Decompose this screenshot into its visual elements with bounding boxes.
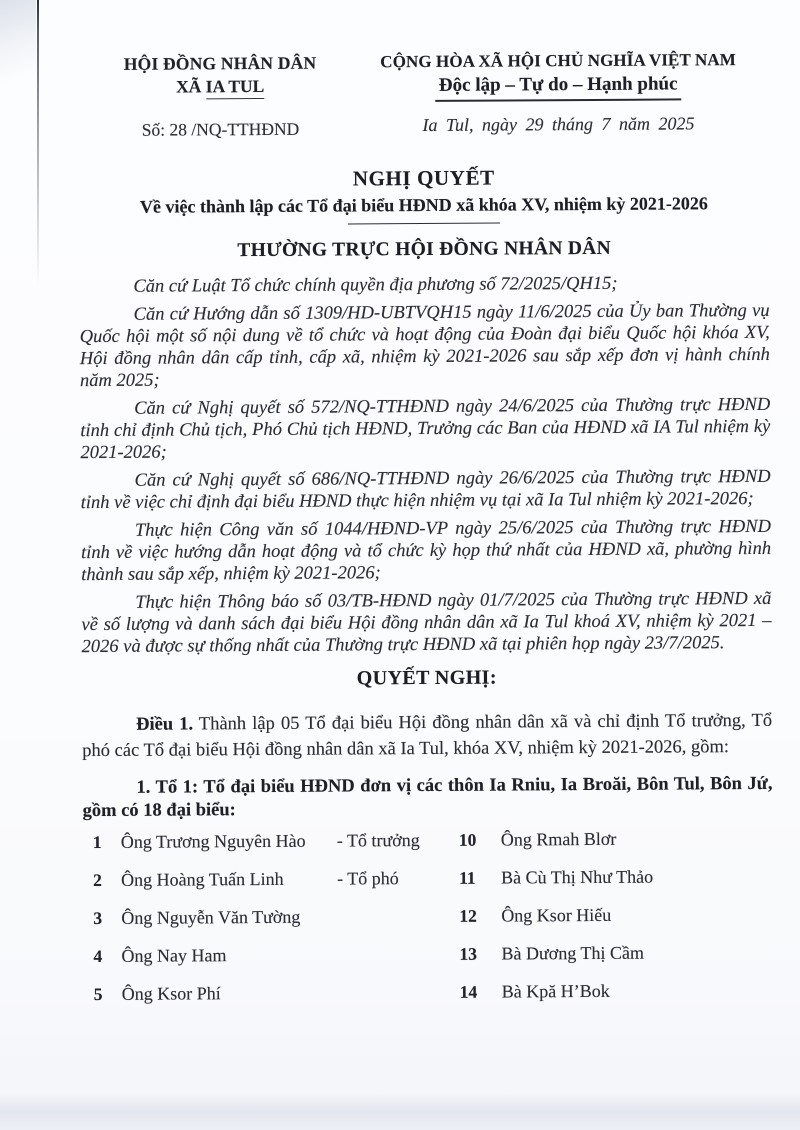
delegate-name: Ông Hoàng Tuấn Linh [120, 868, 284, 890]
national-motto-block [348, 50, 769, 137]
delegate-number: 14 [459, 981, 478, 1002]
delegate-number: 5 [93, 983, 103, 1005]
document-title: NGHỊ QUYẾT [352, 165, 495, 191]
document-title-block [79, 164, 769, 226]
issuing-authority-line2 [100, 76, 340, 98]
authority-heading: THƯỜNG TRỰC HỘI ĐỒNG NHÂN DÂN [237, 237, 612, 262]
delegate-role: - Tổ trưởng [336, 830, 420, 851]
title-divider-rule [348, 223, 500, 225]
preamble-clause: Căn cứ Hướng dẫn số 1309/HD-UBTVQH15 ngày 11/6/2025 của Ủy ban Thường vụ Quốc hội một số nội dung về tổ chức và hoạt động của Đoàn đại biểu Quốc hội khóa XV, Hội đồng nhân dân cấp tỉnh, cấp xã, nhiệm kỳ 2021-2026 sau sắp xếp đơn vị hành chính năm 2025; [79, 300, 770, 392]
document-number: Số: 28 /NQ-TTHĐND [141, 118, 300, 140]
delegate-number: 13 [459, 943, 478, 964]
delegate-name: Bà Cù Thị Như Thảo [500, 866, 654, 888]
delegate-name: Ông Nguyễn Văn Tường [121, 906, 301, 928]
document-content [78, 50, 774, 1020]
roster-row [83, 826, 773, 854]
article-1-text: Thành lập 05 Tổ đại biểu Hội đồng nhân dân xã và chỉ định Tổ trưởng, Tổ phó các Tổ đại biểu Hội đồng nhân dân xã Ia Tul, khóa XV, nhiệm kỳ 2021-2026, gồm: [82, 710, 773, 761]
article-1 [82, 709, 772, 764]
roster-row [83, 864, 773, 892]
roster-row [84, 978, 774, 1006]
delegate-name: Bà Dương Thị Cầm [501, 942, 645, 964]
scan-bottom-edge [0, 1094, 800, 1130]
preamble-clause: Căn cứ Nghị quyết số 686/NQ-TTHĐND ngày 26/6/2025 của Thường trực HĐND tỉnh về việc chỉ định đại biểu HĐND thực hiện nhiệm vụ tại xã Ia Tul nhiệm kỳ 2021-2026; [80, 466, 771, 514]
delegate-name: Ông Rmah Blơr [500, 828, 617, 850]
national-motto: Độc lập – Tự do – Hạnh phúc [435, 73, 682, 102]
delegate-roster [83, 826, 774, 1006]
scan-corner-shadow [0, 0, 36, 100]
issuing-authority-block [100, 53, 341, 141]
roster-row [83, 940, 773, 968]
national-title: CỘNG HÒA XÃ HỘI CHỦ NGHĨA VIỆT NAM [380, 50, 736, 72]
preamble-clause: Căn cứ Nghị quyết số 572/NQ-TTHĐND ngày 24/6/2025 của Thường trực HĐND tỉnh chỉ định Chủ tịch, Phó Chủ tịch HĐND, Trưởng các Ban của HĐND xã IA Tul nhiệm kỳ 2021-2026; [80, 394, 771, 464]
delegate-number: 12 [459, 905, 477, 926]
delegate-name: Ông Trương Nguyên Hào [120, 830, 306, 852]
commune-name: IA TUL [206, 76, 265, 99]
document-subtitle: Về việc thành lập các Tổ đại biểu HĐND xã khóa XV, nhiệm kỳ 2021-2026 [139, 193, 708, 217]
resolve-heading: QUYẾT NGHỊ: [356, 666, 497, 690]
delegate-number: 1 [92, 831, 102, 853]
delegate-name: Bà Kpă H’Bok [501, 980, 610, 1002]
delegate-name: Ông Ksor Hiếu [501, 904, 612, 926]
article-1-label: Điều 1. [136, 714, 194, 735]
delegate-name: Ông Nay Ham [121, 945, 227, 966]
roster-row [83, 902, 773, 930]
delegate-role [337, 942, 459, 967]
document-header [78, 50, 769, 141]
delegate-role [337, 904, 459, 929]
group-1-heading: 1. Tổ 1: Tổ đại biểu HĐND đơn vị các thôn Ia Rniu, Ia Broăi, Bôn Tul, Bôn Jứ, gồm có 18 đại biểu: [82, 773, 773, 822]
delegate-role [338, 980, 460, 1005]
delegate-role: - Tổ phó [336, 868, 399, 889]
delegate-name: Ông Ksor Phí [121, 983, 221, 1004]
preamble-section [79, 272, 771, 658]
scan-edge-line [37, 0, 39, 285]
issuing-authority-line1: HỘI ĐỒNG NHÂN DÂN [123, 52, 317, 74]
commune-prefix: XÃ [176, 76, 206, 97]
place-date-line: Ia Tul, ngày 29 tháng 7 năm 2025 [422, 113, 695, 136]
delegate-number: 10 [458, 829, 477, 850]
preamble-clause: Thực hiện Thông báo số 03/TB-HĐND ngày 01/7/2025 của Thường trực HĐND xã về số lượng và danh sách đại biểu Hội đồng nhân dân xã Ia Tul khoá XV, nhiệm kỳ 2021 – 2026 và được sự thống nhất của Thường trực HĐND xã tại phiên họp ngày 23/7/2025. [81, 588, 772, 658]
delegate-number: 3 [93, 907, 103, 929]
delegate-number: 11 [458, 867, 476, 888]
delegate-number: 4 [93, 945, 103, 967]
preamble-clause: Thực hiện Công văn số 1044/HĐND-VP ngày 25/6/2025 của Thường trực HĐND tỉnh về việc hướng dẫn hoạt động và tổ chức kỳ họp thứ nhất của HĐND xã, phường hình thành sau sắp xếp, nhiệm kỳ 2021-2026; [80, 516, 772, 586]
delegate-number: 2 [92, 869, 102, 891]
preamble-clause: Căn cứ Luật Tổ chức chính quyền địa phương số 72/2025/QH15; [133, 273, 618, 297]
